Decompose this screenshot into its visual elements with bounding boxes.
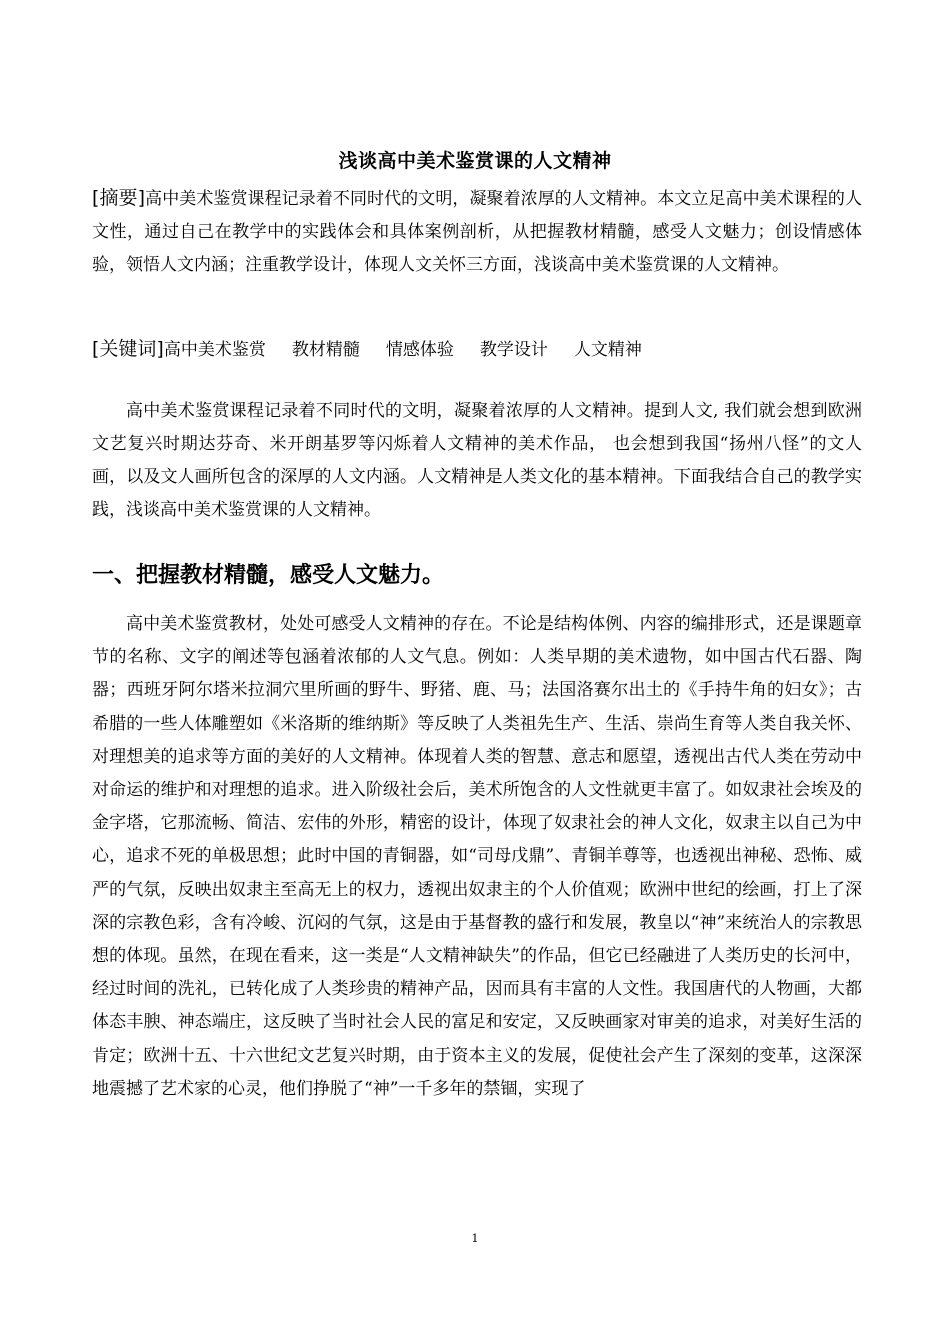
abstract	[92, 182, 862, 282]
page-number: 1	[471, 1232, 479, 1245]
abstract-label: [摘要]	[92, 187, 146, 209]
document-title: 浅谈高中美术鉴赏课的人文精神	[338, 150, 612, 172]
keyword: 教学设计	[479, 340, 548, 360]
keyword: 情感体验	[385, 340, 454, 360]
keywords	[92, 332, 862, 367]
abstract-text: 高中美术鉴赏课程记录着不同时代的文明，凝聚着浓厚的人文精神。本文立足高中美术课程的人文性，通过自己在教学中的实践体会和具体案例剖析，从把握教材精髓，感受人文魅力；创设情感体验，领悟人文内涵；注重教学设计，体现人文关怀三方面，浅谈高中美术鉴赏课的人文精神。	[92, 189, 863, 275]
keyword: 教材精髓	[291, 340, 360, 360]
keyword: 高中美术鉴赏	[163, 340, 266, 360]
keyword: 人文精神	[573, 340, 642, 360]
section-heading: 一、把握教材精髓，感受人文魅力。	[92, 563, 445, 588]
intro-paragraph: 高中美术鉴赏课程记录着不同时代的文明，凝聚着浓厚的人文精神。提到人文, 我们就会想到欧洲文艺复兴时期达芬奇、米开朗基罗等闪烁着人文精神的美术作品， 也会想到我国“扬州八怪”的文人画，以及文人画所包含的深厚的人文内涵。人文精神是人类文化的基本精神。下面我结合自己的教学实践，浅谈高中美术鉴赏课的人文精神。	[92, 401, 862, 520]
section-paragraph: 高中美术鉴赏教材，处处可感受人文精神的存在。不论是结构体例、内容的编排形式，还是课题章节的名称、文字的阐述等包涵着浓郁的人文气息。例如：人类早期的美术遗物，如中国古代石器、陶器；西班牙阿尔塔米拉洞穴里所画的野牛、野猪、鹿、马；法国洛赛尔出土的《手持牛角的妇女》；古希腊的一些人体雕塑如《米洛斯的维纳斯》等反映了人类祖先生产、生活、崇尚生育等人类自我关怀、对理想美的追求等方面的美好的人文精神。体现着人类的智慧、意志和愿望，透视出古代人类在劳动中对命运的维护和对理想的追求。进入阶级社会后，美术所饱含的人文性就更丰富了。如奴隶社会埃及的金字塔，它那流畅、简洁、宏伟的外形，精密的设计，体现了奴隶社会的神人文化，奴隶主以自己为中心，追求不死的单极思想；此时中国的青铜器，如“司母戊鼎”、青铜羊尊等，也透视出神秘、恐怖、威严的气氛，反映出奴隶主至高无上的权力，透视出奴隶主的个人价值观；欧洲中世纪的绘画，打上了深深的宗教色彩，含有冷峻、沉闷的气氛，这是由于基督教的盛行和发展，教皇以“神”来统治人的宗教思想的体现。虽然，在现在看来，这一类是“人文精神缺失”的作品，但它已经融进了人类历史的长河中，经过时间的洗礼，已转化成了人类珍贵的精神产品，因而具有丰富的人文性。我国唐代的人物画，大都体态丰腴、神态端庄，这反映了当时社会人民的富足和安定，又反映画家对审美的追求，对美好生活的肯定；欧洲十五、十六世纪文艺复兴时期，由于资本主义的发展，促使社会产生了深刻的变革，这深深地震撼了艺术家的心灵，他们挣脱了“神”一千多年的禁锢，实现了	[92, 614, 862, 1099]
keywords-label: [关键词]	[92, 338, 164, 360]
